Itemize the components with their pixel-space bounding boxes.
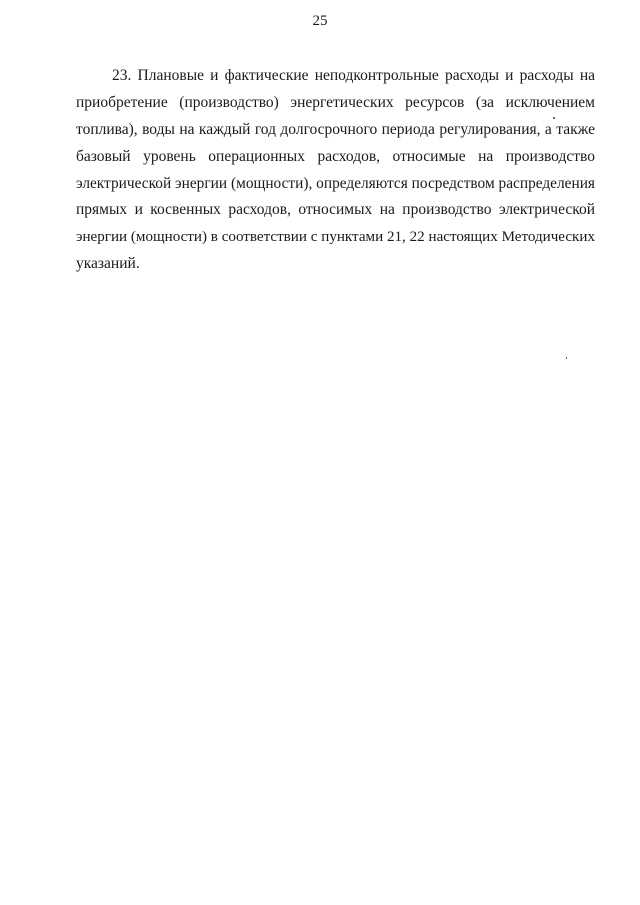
page-number: 25: [312, 13, 328, 29]
paragraph-line: базовый уровень операционных расходов, относимые на производство: [76, 147, 595, 165]
paragraph-line: электрической энергии (мощности), определяются посредством распределения: [76, 174, 595, 192]
paragraph-line: энергии (мощности) в соответствии с пунктами 21, 22 настоящих Методических: [76, 229, 595, 246]
scan-speck: [566, 357, 567, 359]
paragraph-line: прямых и косвенных расходов, относимых на производство электрической: [76, 201, 595, 219]
paragraph-line: указаний.: [76, 255, 140, 273]
paragraph-23: [76, 63, 595, 278]
scan-speck: [553, 117, 555, 119]
paragraph-line: приобретение (производство) энергетических ресурсов (за исключением: [76, 93, 595, 111]
paragraph-line: 23. Плановые и фактические неподконтрольные расходы и расходы на: [112, 67, 595, 84]
paragraph-line: топлива), воды на каждый год долгосрочного периода регулирования, а также: [76, 120, 595, 138]
